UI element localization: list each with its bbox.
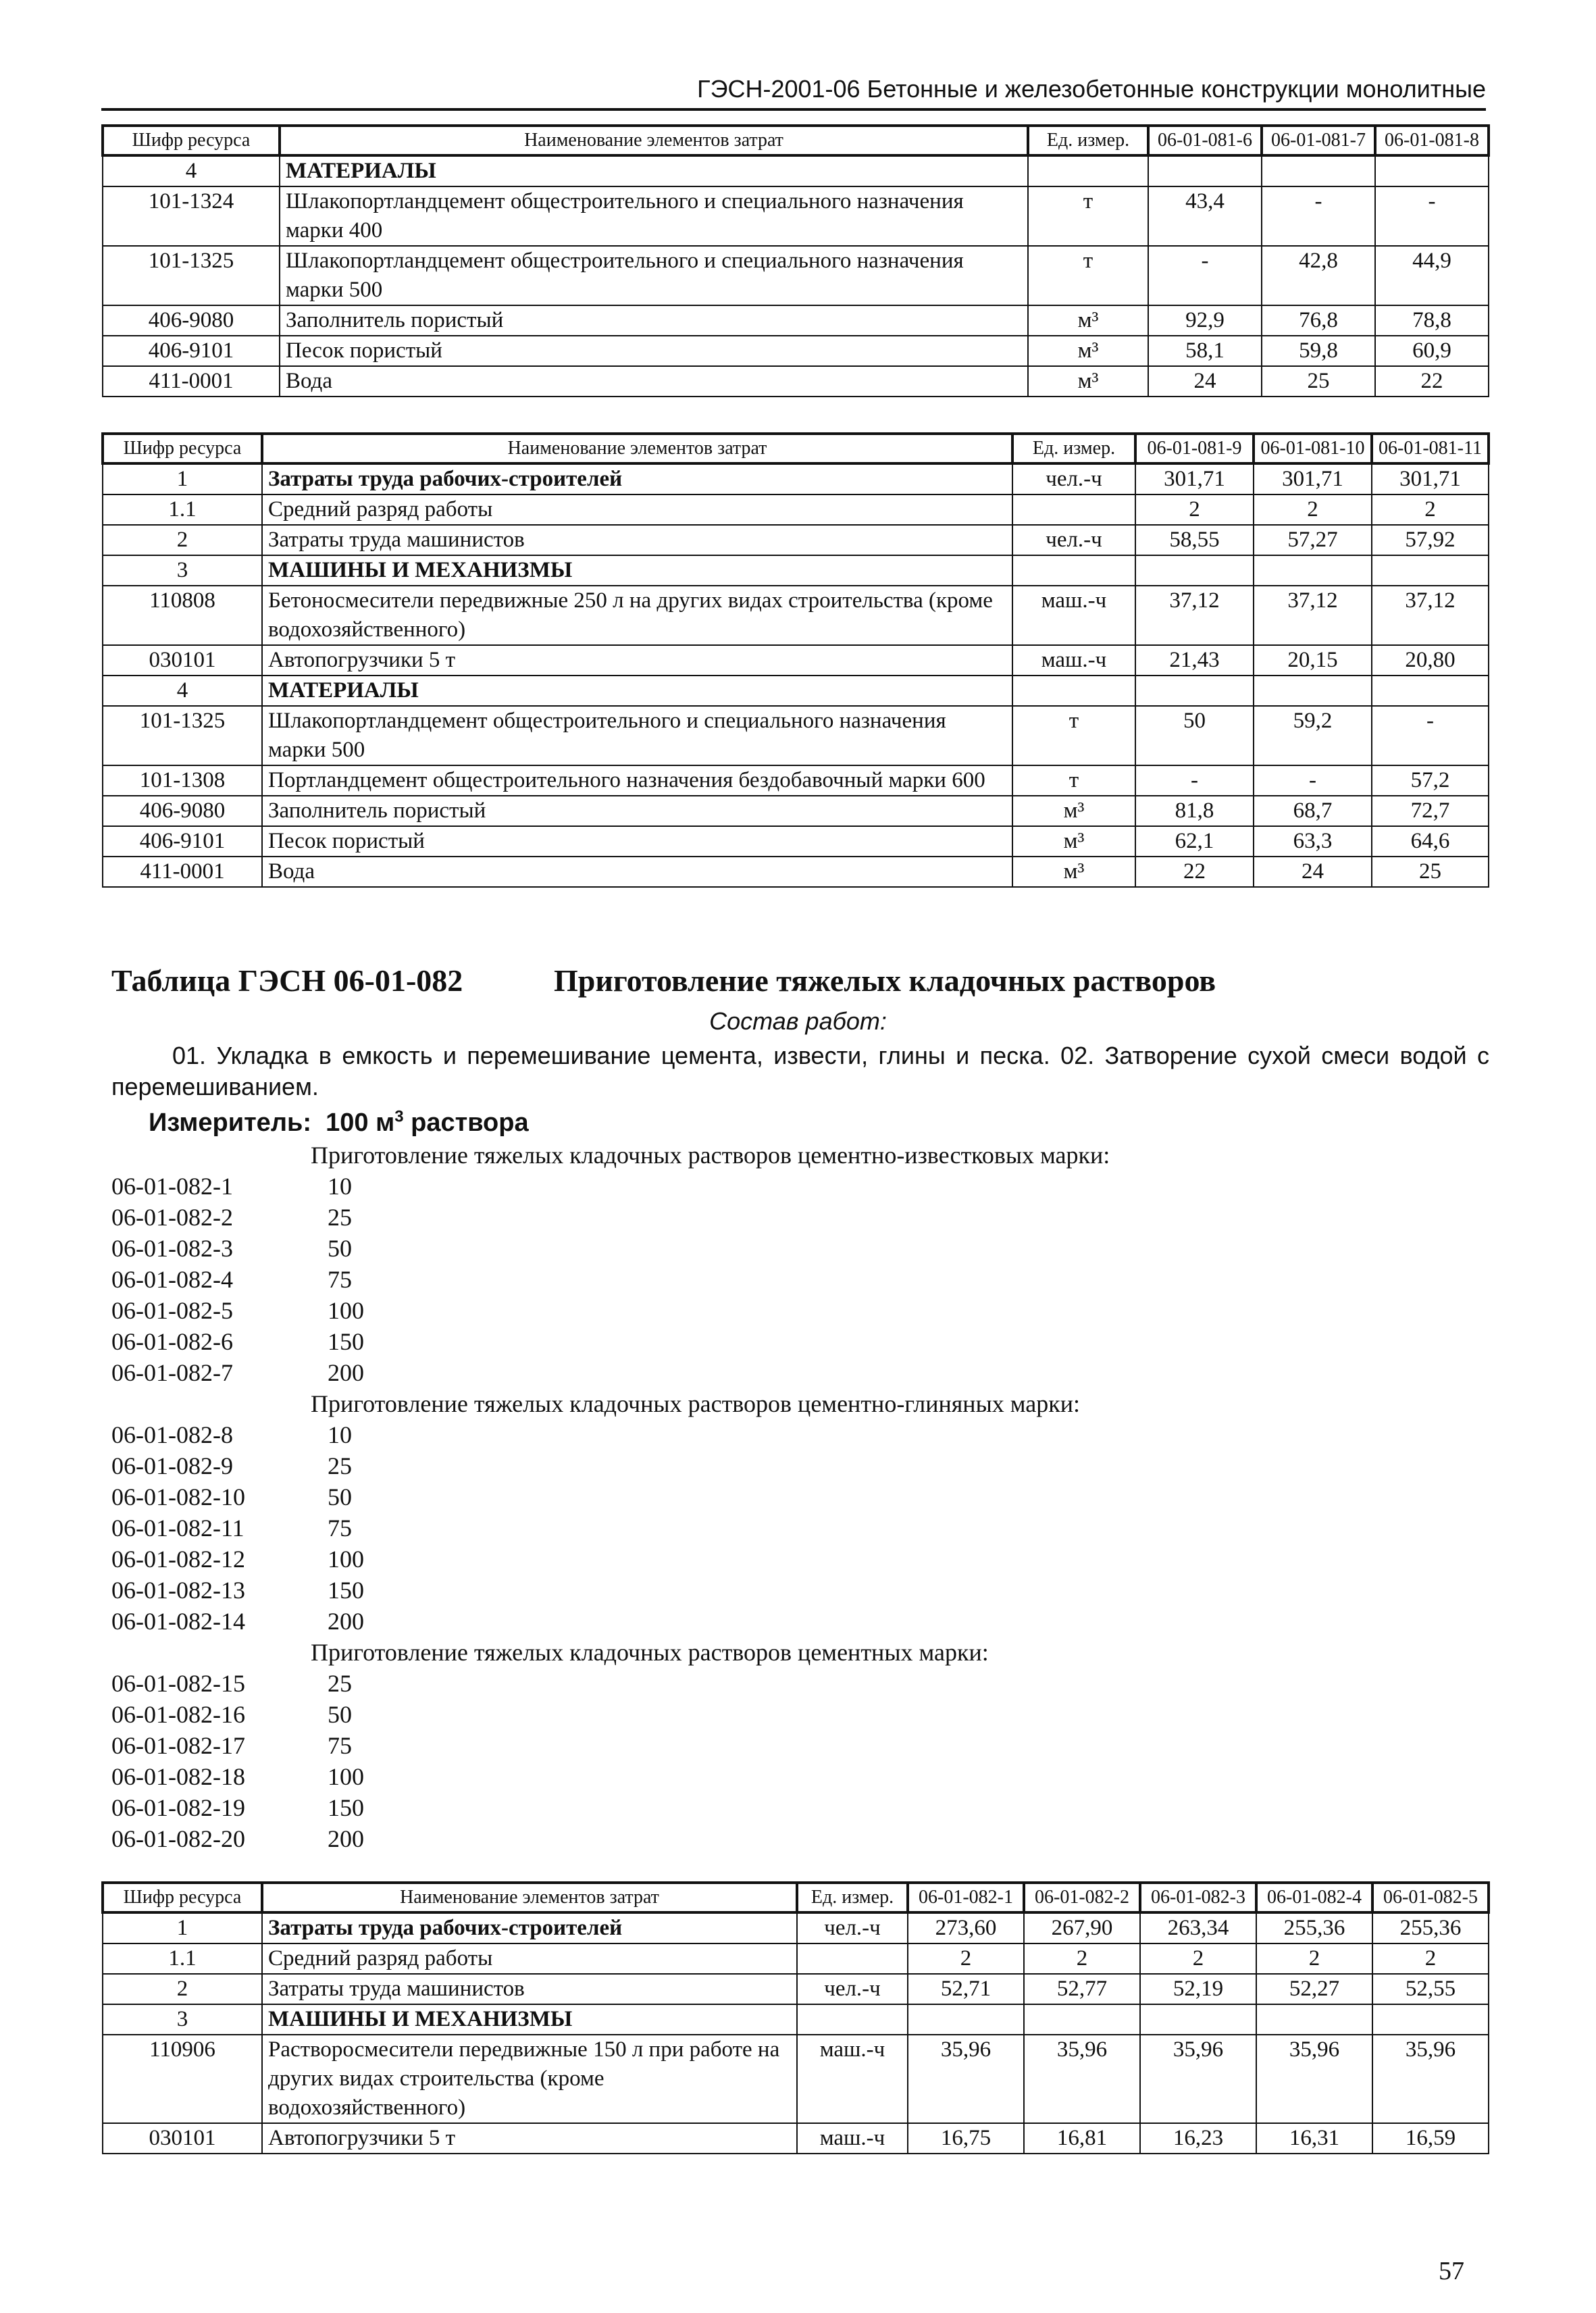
value-cell: 64,6 (1372, 826, 1489, 857)
value-cell (1254, 676, 1372, 706)
value-cell: 57,92 (1372, 525, 1489, 555)
column-header: Наименование элементов затрат (262, 1883, 797, 1912)
resource-name: МАТЕРИАЛЫ (280, 155, 1028, 186)
resource-code: 101-1325 (103, 706, 262, 765)
value-cell: 52,27 (1256, 1974, 1372, 2004)
resource-code: 1.1 (103, 494, 262, 525)
norm-code: 06-01-082-7 (111, 1359, 233, 1386)
norm-code: 06-01-082-20 (111, 1825, 245, 1852)
value-cell: 16,31 (1256, 2123, 1372, 2154)
resource-table-082-1-5 (101, 1881, 1490, 2154)
mortar-grade: 200 (328, 1825, 364, 1852)
resource-name: МАШИНЫ И МЕХАНИЗМЫ (262, 2004, 797, 2035)
value-cell (1148, 155, 1262, 186)
column-header: Ед. измер. (797, 1883, 908, 1912)
norm-item (111, 1357, 1462, 1388)
table-heading (111, 959, 1496, 1002)
mortar-grade: 150 (328, 1577, 364, 1604)
norm-item (111, 1264, 1462, 1295)
value-cell: 37,12 (1254, 586, 1372, 645)
resource-name: Автопогрузчики 5 т (262, 645, 1012, 676)
value-cell (1024, 2004, 1140, 2035)
value-cell: 42,8 (1262, 246, 1375, 305)
value-cell: 20,15 (1254, 645, 1372, 676)
norm-code: 06-01-082-9 (111, 1452, 233, 1479)
value-cell: 263,34 (1140, 1912, 1256, 1943)
mortar-grade: 10 (328, 1173, 352, 1200)
table-code: Таблица ГЭСН 06-01-082 (111, 963, 463, 998)
unit: м³ (1012, 857, 1135, 887)
value-cell: 301,71 (1372, 463, 1489, 494)
value-cell: 92,9 (1148, 305, 1262, 336)
resource-name: Шлакопортландцемент общестроительного и специального назначения марки 500 (262, 706, 1012, 765)
unit: чел.-ч (1012, 525, 1135, 555)
group-title: Приготовление тяжелых кладочных растворов цементно-известковых марки: (311, 1142, 1110, 1169)
resource-code: 406-9080 (103, 305, 280, 336)
value-cell (1372, 555, 1489, 586)
resource-name: МАТЕРИАЛЫ (262, 676, 1012, 706)
norm-item (111, 1792, 1462, 1823)
column-header: 06-01-081-9 (1135, 434, 1254, 463)
resource-code: 101-1325 (103, 246, 280, 305)
value-cell: - (1372, 706, 1489, 765)
resource-code: 1 (103, 1912, 262, 1943)
value-cell: 255,36 (1256, 1912, 1372, 1943)
unit: т (1012, 706, 1135, 765)
column-header: 06-01-081-7 (1262, 126, 1375, 155)
norm-item (111, 1202, 1462, 1233)
norm-code: 06-01-082-8 (111, 1421, 233, 1448)
norm-item (111, 1699, 1462, 1730)
norm-item (111, 1575, 1462, 1606)
norm-code: 06-01-082-11 (111, 1515, 244, 1542)
table-row (103, 796, 1489, 826)
page-number: 57 (1439, 2257, 1464, 2285)
resource-code: 2 (103, 1974, 262, 2004)
norm-code: 06-01-082-15 (111, 1670, 245, 1697)
value-cell: 2 (1372, 1943, 1489, 1974)
group-title: Приготовление тяжелых кладочных растворов цементно-глиняных марки: (311, 1390, 1081, 1417)
resource-code: 101-1308 (103, 765, 262, 796)
measure-label: Измеритель: (149, 1109, 311, 1137)
resource-name: Бетоносмесители передвижные 250 л на других видах строительства (кроме водохозяйственного) (262, 586, 1012, 645)
resource-name: МАШИНЫ И МЕХАНИЗМЫ (262, 555, 1012, 586)
resource-code: 411-0001 (103, 857, 262, 887)
resource-name: Средний разряд работы (262, 494, 1012, 525)
norm-code: 06-01-082-18 (111, 1763, 245, 1790)
mortar-grade: 100 (328, 1546, 364, 1573)
mortar-grade: 75 (328, 1515, 352, 1542)
value-cell: 301,71 (1254, 463, 1372, 494)
resource-code: 411-0001 (103, 366, 280, 397)
header-row (103, 126, 1489, 155)
value-cell: 22 (1135, 857, 1254, 887)
table-row (103, 586, 1489, 645)
unit: маш.-ч (797, 2035, 908, 2123)
table-row (103, 246, 1489, 305)
norm-item (111, 1606, 1462, 1637)
value-cell: 57,2 (1372, 765, 1489, 796)
value-cell: 16,23 (1140, 2123, 1256, 2154)
value-cell: 37,12 (1372, 586, 1489, 645)
resource-name: Вода (262, 857, 1012, 887)
resource-name: Средний разряд работы (262, 1943, 797, 1974)
resource-code: 110906 (103, 2035, 262, 2123)
value-cell (1256, 2004, 1372, 2035)
value-cell: 81,8 (1135, 796, 1254, 826)
table-row (103, 463, 1489, 494)
table-row (103, 645, 1489, 676)
resource-code: 406-9101 (103, 826, 262, 857)
value-cell: 78,8 (1375, 305, 1489, 336)
mortar-grade: 100 (328, 1763, 364, 1790)
resource-name: Затраты труда машинистов (262, 525, 1012, 555)
header-row (103, 434, 1489, 463)
unit: т (1028, 186, 1148, 246)
norm-code: 06-01-082-1 (111, 1173, 233, 1200)
column-header: 06-01-082-5 (1372, 1883, 1489, 1912)
value-cell: - (1375, 186, 1489, 246)
value-cell: 63,3 (1254, 826, 1372, 857)
resource-code: 110808 (103, 586, 262, 645)
table-row (103, 857, 1489, 887)
value-cell: 59,8 (1262, 336, 1375, 366)
value-cell (1262, 155, 1375, 186)
value-cell: 25 (1262, 366, 1375, 397)
resource-name: Шлакопортландцемент общестроительного и специального назначения марки 500 (280, 246, 1028, 305)
unit: маш.-ч (1012, 586, 1135, 645)
norm-code: 06-01-082-16 (111, 1701, 245, 1728)
norm-item (111, 1481, 1462, 1513)
value-cell: 52,55 (1372, 1974, 1489, 2004)
works-description: 01. Укладка в емкость и перемешивание цемента, извести, глины и песка. 02. Затворение сухой смеси водой с перемешиванием. (111, 1042, 1489, 1100)
norm-code: 06-01-082-14 (111, 1608, 245, 1635)
norm-code: 06-01-082-12 (111, 1546, 245, 1573)
table-row (103, 525, 1489, 555)
value-cell: 24 (1148, 366, 1262, 397)
column-header: Наименование элементов затрат (280, 126, 1028, 155)
column-header: 06-01-081-11 (1372, 434, 1489, 463)
measure-value: 100 м (326, 1109, 395, 1137)
norm-item (111, 1295, 1462, 1326)
running-header: ГЭСН-2001-06 Бетонные и железобетонные конструкции монолитные (101, 73, 1486, 111)
value-cell (1140, 2004, 1256, 2035)
value-cell: 21,43 (1135, 645, 1254, 676)
resource-code: 406-9101 (103, 336, 280, 366)
resource-table-081-9-11 (101, 432, 1490, 888)
value-cell: 35,96 (908, 2035, 1024, 2123)
column-header: 06-01-081-6 (1148, 126, 1262, 155)
norm-item (111, 1419, 1462, 1450)
value-cell: 68,7 (1254, 796, 1372, 826)
mortar-grade: 200 (328, 1608, 364, 1635)
table-row (103, 155, 1489, 186)
value-cell: 72,7 (1372, 796, 1489, 826)
resource-code: 1 (103, 463, 262, 494)
mortar-grade: 75 (328, 1732, 352, 1759)
resource-name: Шлакопортландцемент общестроительного и специального назначения марки 400 (280, 186, 1028, 246)
resource-name: Затраты труда рабочих-строителей (262, 463, 1012, 494)
mortar-grade: 50 (328, 1235, 352, 1262)
resource-code: 101-1324 (103, 186, 280, 246)
resource-code: 030101 (103, 645, 262, 676)
norm-code: 06-01-082-6 (111, 1328, 233, 1355)
value-cell: - (1135, 765, 1254, 796)
header-row (103, 1883, 1489, 1912)
unit: чел.-ч (797, 1912, 908, 1943)
value-cell: 58,55 (1135, 525, 1254, 555)
value-cell: 35,96 (1256, 2035, 1372, 2123)
norm-item (111, 1761, 1462, 1792)
value-cell: 2 (1372, 494, 1489, 525)
value-cell: 2 (1254, 494, 1372, 525)
column-header: Ед. измер. (1028, 126, 1148, 155)
unit: м³ (1028, 366, 1148, 397)
measure-sup: 3 (394, 1107, 404, 1126)
group-title: Приготовление тяжелых кладочных растворов цементных марки: (311, 1639, 989, 1666)
resource-name: Вода (280, 366, 1028, 397)
norm-code: 06-01-082-13 (111, 1577, 245, 1604)
resource-code: 406-9080 (103, 796, 262, 826)
table-row (103, 2004, 1489, 2035)
resource-name: Автопогрузчики 5 т (262, 2123, 797, 2154)
column-header: 06-01-081-8 (1375, 126, 1489, 155)
column-header: Шифр ресурса (103, 434, 262, 463)
norm-item (111, 1326, 1462, 1357)
unit (1012, 676, 1135, 706)
table-row (103, 2123, 1489, 2154)
value-cell: - (1262, 186, 1375, 246)
resource-name: Затраты труда машинистов (262, 1974, 797, 2004)
norm-item (111, 1450, 1462, 1481)
table-row (103, 1912, 1489, 1943)
column-header: Шифр ресурса (103, 1883, 262, 1912)
resource-code: 030101 (103, 2123, 262, 2154)
unit: м³ (1012, 826, 1135, 857)
table-row (103, 336, 1489, 366)
table-row (103, 2035, 1489, 2123)
value-cell: 22 (1375, 366, 1489, 397)
mortar-grade: 25 (328, 1670, 352, 1697)
norm-item (111, 1171, 1462, 1202)
table-row (103, 366, 1489, 397)
norm-code: 06-01-082-19 (111, 1794, 245, 1821)
resource-code: 4 (103, 155, 280, 186)
value-cell (1135, 676, 1254, 706)
value-cell: 273,60 (908, 1912, 1024, 1943)
unit: м³ (1028, 336, 1148, 366)
unit: м³ (1012, 796, 1135, 826)
value-cell: 59,2 (1254, 706, 1372, 765)
norm-item (111, 1730, 1462, 1761)
value-cell: 44,9 (1375, 246, 1489, 305)
value-cell: - (1254, 765, 1372, 796)
group-cement-clay (111, 1388, 1462, 1637)
value-cell: 62,1 (1135, 826, 1254, 857)
column-header: 06-01-082-1 (908, 1883, 1024, 1912)
mortar-grade: 75 (328, 1266, 352, 1293)
table-row (103, 826, 1489, 857)
unit (1012, 555, 1135, 586)
value-cell: 57,27 (1254, 525, 1372, 555)
norm-item (111, 1823, 1462, 1854)
group-cement-lime (111, 1140, 1462, 1388)
column-header: Шифр ресурса (103, 126, 280, 155)
table-name: Приготовление тяжелых кладочных растворов (554, 963, 1216, 998)
unit (1012, 494, 1135, 525)
column-header: 06-01-082-3 (1140, 1883, 1256, 1912)
value-cell: 2 (1140, 1943, 1256, 1974)
unit: маш.-ч (797, 2123, 908, 2154)
norm-code: 06-01-082-17 (111, 1732, 245, 1759)
unit: т (1028, 246, 1148, 305)
resource-code: 3 (103, 555, 262, 586)
resource-name: Растворосмесители передвижные 150 л при работе на других видах строительства (кроме водохозяйственного) (262, 2035, 797, 2123)
unit (797, 1943, 908, 1974)
table-row (103, 305, 1489, 336)
value-cell: 52,19 (1140, 1974, 1256, 2004)
table-row (103, 676, 1489, 706)
unit: чел.-ч (797, 1974, 908, 2004)
table-row (103, 706, 1489, 765)
value-cell: 24 (1254, 857, 1372, 887)
resource-code: 1.1 (103, 1943, 262, 1974)
norm-item (111, 1544, 1462, 1575)
unit: м³ (1028, 305, 1148, 336)
value-cell: 16,75 (908, 2123, 1024, 2154)
column-header: Ед. измер. (1012, 434, 1135, 463)
value-cell: 35,96 (1140, 2035, 1256, 2123)
unit: маш.-ч (1012, 645, 1135, 676)
mortar-grade: 10 (328, 1421, 352, 1448)
value-cell: - (1148, 246, 1262, 305)
value-cell: 2 (1024, 1943, 1140, 1974)
composition-label: Состав работ: (709, 1007, 887, 1035)
group-cement (111, 1637, 1462, 1854)
value-cell (908, 2004, 1024, 2035)
mortar-grade: 25 (328, 1452, 352, 1479)
unit (797, 2004, 908, 2035)
value-cell: 35,96 (1024, 2035, 1140, 2123)
table-row (103, 555, 1489, 586)
value-cell: 52,71 (908, 1974, 1024, 2004)
column-header: 06-01-082-4 (1256, 1883, 1372, 1912)
resource-name: Песок пористый (262, 826, 1012, 857)
value-cell: 37,12 (1135, 586, 1254, 645)
mortar-grade: 25 (328, 1204, 352, 1231)
value-cell: 16,59 (1372, 2123, 1489, 2154)
unit: чел.-ч (1012, 463, 1135, 494)
measure-rest: раствора (403, 1109, 529, 1137)
value-cell (1254, 555, 1372, 586)
measure (149, 1107, 529, 1139)
value-cell (1375, 155, 1489, 186)
column-header: 06-01-081-10 (1254, 434, 1372, 463)
resource-code: 4 (103, 676, 262, 706)
table-row (103, 186, 1489, 246)
column-header: Наименование элементов затрат (262, 434, 1012, 463)
unit (1028, 155, 1148, 186)
norm-code: 06-01-082-3 (111, 1235, 233, 1262)
value-cell: 20,80 (1372, 645, 1489, 676)
value-cell: 2 (1256, 1943, 1372, 1974)
value-cell: 60,9 (1375, 336, 1489, 366)
table-row (103, 1943, 1489, 1974)
resource-name: Песок пористый (280, 336, 1028, 366)
resource-name: Затраты труда рабочих-строителей (262, 1912, 797, 1943)
norm-code: 06-01-082-5 (111, 1297, 233, 1324)
column-header: 06-01-082-2 (1024, 1883, 1140, 1912)
value-cell: 50 (1135, 706, 1254, 765)
norm-item (111, 1668, 1462, 1699)
table-row (103, 765, 1489, 796)
value-cell: 76,8 (1262, 305, 1375, 336)
value-cell: 25 (1372, 857, 1489, 887)
value-cell: 255,36 (1372, 1912, 1489, 1943)
norm-code: 06-01-082-2 (111, 1204, 233, 1231)
mortar-grade: 100 (328, 1297, 364, 1324)
norm-code: 06-01-082-4 (111, 1266, 233, 1293)
resource-name: Заполнитель пористый (262, 796, 1012, 826)
value-cell (1372, 676, 1489, 706)
resource-code: 3 (103, 2004, 262, 2035)
value-cell: 2 (1135, 494, 1254, 525)
resource-table-081-6-8 (101, 124, 1490, 397)
mortar-grade: 50 (328, 1701, 352, 1728)
resource-name: Заполнитель пористый (280, 305, 1028, 336)
mortar-grade: 200 (328, 1359, 364, 1386)
unit: т (1012, 765, 1135, 796)
table-row (103, 1974, 1489, 2004)
resource-code: 2 (103, 525, 262, 555)
mortar-grade: 150 (328, 1794, 364, 1821)
norm-item (111, 1233, 1462, 1264)
mortar-grade: 50 (328, 1483, 352, 1510)
value-cell: 52,77 (1024, 1974, 1140, 2004)
value-cell: 35,96 (1372, 2035, 1489, 2123)
resource-name: Портландцемент общестроительного назначения бездобавочный марки 600 (262, 765, 1012, 796)
value-cell: 16,81 (1024, 2123, 1140, 2154)
value-cell (1372, 2004, 1489, 2035)
table-row (103, 494, 1489, 525)
norm-code: 06-01-082-10 (111, 1483, 245, 1510)
value-cell: 301,71 (1135, 463, 1254, 494)
value-cell: 267,90 (1024, 1912, 1140, 1943)
value-cell (1135, 555, 1254, 586)
value-cell: 58,1 (1148, 336, 1262, 366)
value-cell: 2 (908, 1943, 1024, 1974)
mortar-grade: 150 (328, 1328, 364, 1355)
value-cell: 43,4 (1148, 186, 1262, 246)
norm-item (111, 1513, 1462, 1544)
